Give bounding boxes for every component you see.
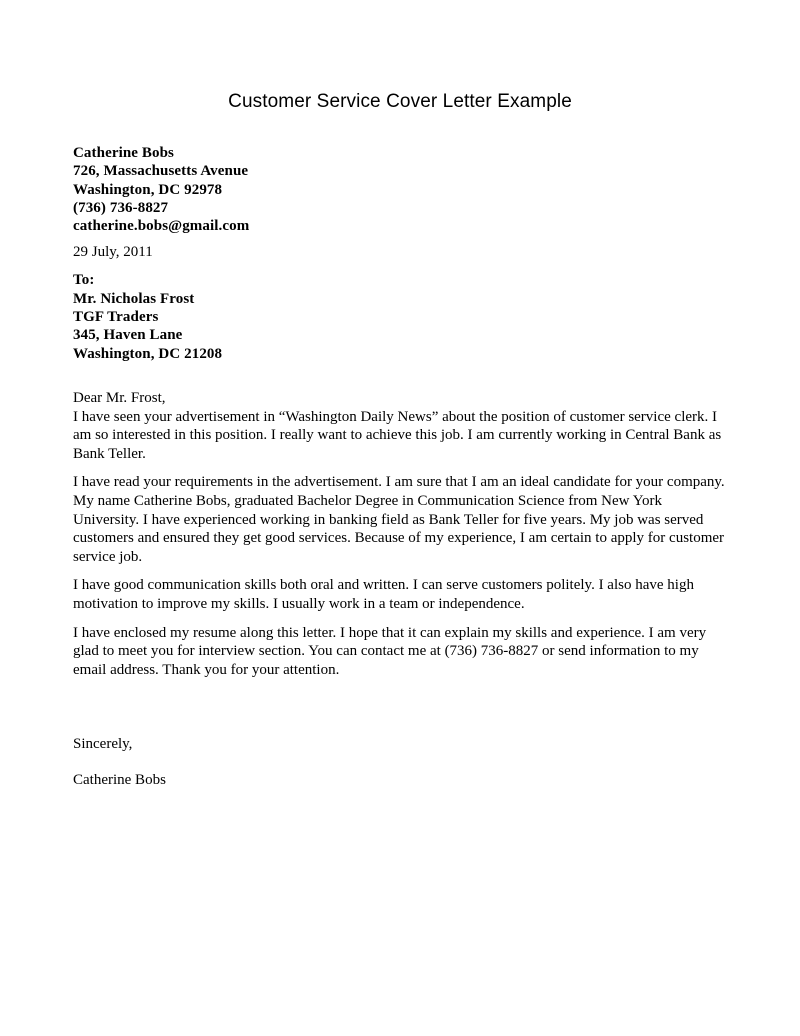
recipient-street: 345, Haven Lane xyxy=(73,327,183,344)
body-paragraph: I have enclosed my resume along this letter. I hope that it can explain my skills and experience. I am very glad to meet you for interview section. You can contact me at (736) 736-8827 or send information to my email address. Thank you for your attention. xyxy=(73,624,707,678)
sender-name: Catherine Bobs xyxy=(73,145,174,161)
letter-date: 29 July, 2011 xyxy=(73,244,153,261)
sender-email: catherine.bobs@gmail.com xyxy=(73,218,250,235)
closing-salutation: Sincerely, xyxy=(73,736,133,753)
recipient-company: TGF Traders xyxy=(73,309,159,326)
letter-body xyxy=(73,144,727,789)
body-paragraph: I have read your requirements in the advertisement. I am sure that I am an ideal candidate for your company. My name Catherine Bobs, graduated Bachelor Degree in Communication Science from New York University. I have experienced working in banking field as Bank Teller for five years. My job was served customers and ensured they get good services. Because of my experience, I am certain to apply for customer service job. xyxy=(73,474,725,565)
recipient-address-block xyxy=(73,271,727,362)
sender-address-block xyxy=(73,144,727,235)
body-paragraph: I have seen your advertisement in “Washington Daily News” about the position of customer service clerk. I am so interested in this position. I really want to achieve this job. I am currently working in Central Bank as Bank Teller. xyxy=(73,408,722,462)
salutation: Dear Mr. Frost, xyxy=(73,389,166,406)
sender-street: 726, Massachusetts Avenue xyxy=(73,163,249,180)
signature-name: Catherine Bobs xyxy=(73,771,166,788)
sender-city-state-zip: Washington, DC 92978 xyxy=(73,181,223,198)
recipient-city-state-zip: Washington, DC 21208 xyxy=(73,345,223,362)
sender-phone: (736) 736-8827 xyxy=(73,199,169,216)
recipient-name: Mr. Nicholas Frost xyxy=(73,290,195,307)
body-paragraph: I have good communication skills both oral and written. I can serve customers politely. I also have high motivation to improve my skills. I usually work in a team or independence. xyxy=(73,577,694,612)
recipient-to-label: To: xyxy=(73,272,95,289)
page-title: Customer Service Cover Letter Example xyxy=(228,91,572,112)
